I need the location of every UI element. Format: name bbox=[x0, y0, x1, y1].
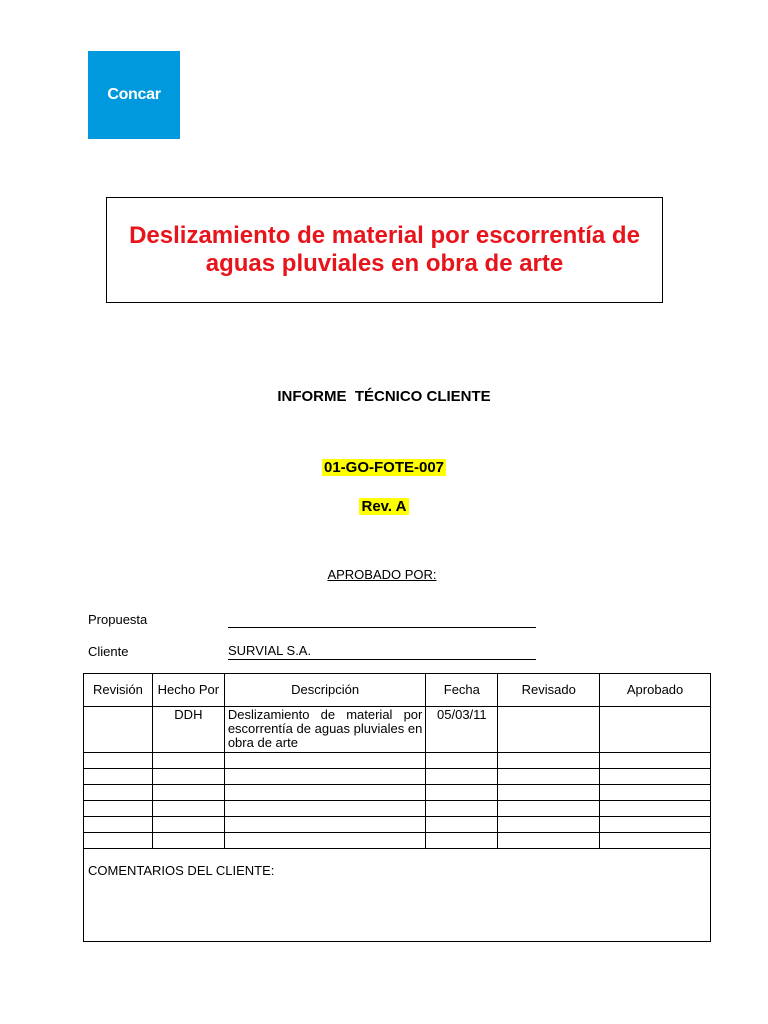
logo-text: Concar bbox=[107, 86, 161, 103]
report-title: INFORME TÉCNICO CLIENTE bbox=[277, 388, 491, 405]
header-revisado: Revisado bbox=[498, 674, 600, 707]
propuesta-label: Propuesta bbox=[88, 612, 148, 627]
document-code: 01-GO-FOTE-007 bbox=[323, 459, 445, 476]
cliente-value: SURVIAL S.A. bbox=[228, 643, 536, 660]
cliente-label: Cliente bbox=[88, 644, 129, 659]
header-descripcion: Descripción bbox=[224, 674, 426, 707]
concar-logo bbox=[88, 51, 180, 139]
header-fecha: Fecha bbox=[426, 674, 498, 707]
empty-row bbox=[84, 769, 711, 785]
cell-hecho-por: DDH bbox=[152, 707, 224, 753]
empty-row bbox=[84, 833, 711, 849]
table-header-row bbox=[84, 674, 711, 707]
empty-row bbox=[84, 753, 711, 769]
propuesta-line bbox=[228, 611, 536, 628]
table-row bbox=[84, 707, 711, 753]
document-title: Deslizamiento de material por escorrentía de aguas pluviales en obra de arte bbox=[129, 222, 640, 277]
header-aprobado: Aprobado bbox=[600, 674, 711, 707]
cell-descripcion: Deslizamiento de material por escorrentía de aguas pluviales en obra de arte bbox=[224, 707, 426, 753]
revision-label: Rev. A bbox=[361, 498, 407, 515]
cell-fecha: 05/03/11 bbox=[426, 707, 498, 753]
document-code-line bbox=[0, 459, 768, 477]
header-hecho-por: Hecho Por bbox=[152, 674, 224, 707]
approved-by-label: APROBADO POR: bbox=[327, 567, 437, 582]
comments-row bbox=[84, 849, 711, 942]
document-title-box bbox=[106, 197, 663, 303]
empty-row bbox=[84, 785, 711, 801]
cell-revision bbox=[84, 707, 153, 753]
revision-line bbox=[0, 498, 768, 516]
cell-revisado bbox=[498, 707, 600, 753]
empty-row bbox=[84, 801, 711, 817]
empty-row bbox=[84, 817, 711, 833]
cell-aprobado bbox=[600, 707, 711, 753]
comments-label: COMENTARIOS DEL CLIENTE: bbox=[84, 849, 711, 942]
revision-table bbox=[83, 673, 711, 942]
header-revision: Revisión bbox=[84, 674, 153, 707]
